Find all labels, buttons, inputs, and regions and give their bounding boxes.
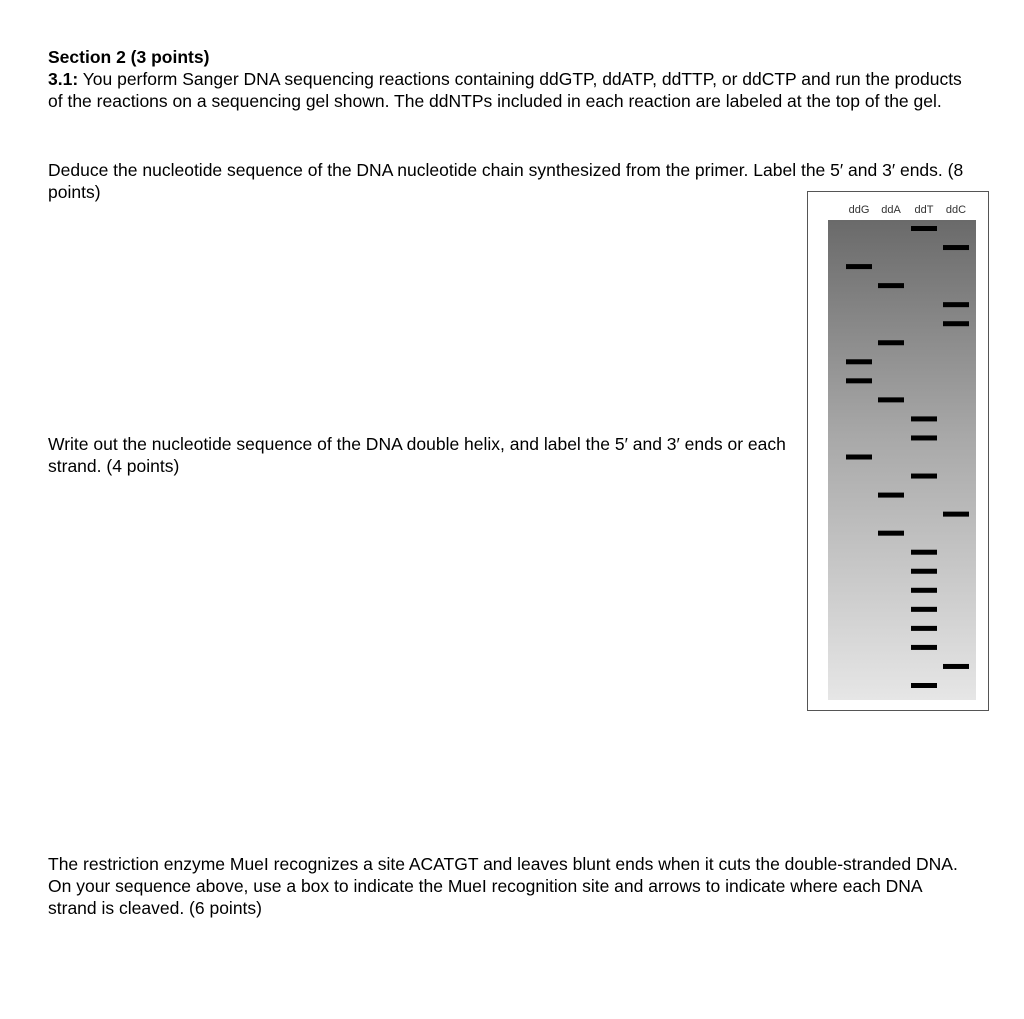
gel-band-T [911,550,937,555]
gel-band-T [911,607,937,612]
question-3-1-text: You perform Sanger DNA sequencing reactions containing ddGTP, ddATP, ddTTP, or ddCTP and run the products of the reactions on a sequencing gel shown. The ddNTPs included in each reaction are labeled at the top of the gel. [48,69,962,111]
gel-band-T [911,474,937,479]
question-restriction-enzyme-text: The restriction enzyme MueI recognizes a site ACATGT and leaves blunt ends when it cuts the double-stranded DNA. On your sequence above, use a box to indicate the MueI recognition site and arrows to indicate where each DNA strand is cleaved. (6 points) [48,854,958,918]
question-double-helix-text: Write out the nucleotide sequence of the DNA double helix, and label the 5′ and 3′ ends or each strand. (4 points) [48,434,786,476]
lane-label-ddc: ddC [945,204,967,216]
lane-label-ddt: ddT [914,204,934,216]
question-number: 3.1: [48,69,79,89]
gel-band-C [943,512,969,517]
gel-band-T [911,683,937,688]
gel-band-C [943,664,969,669]
gel-band-A [878,531,904,536]
sequencing-gel-figure [807,191,989,711]
gel-band-G [846,378,872,383]
question-3-1 [48,68,968,112]
gel-band-G [846,455,872,460]
gel-band-A [878,283,904,288]
gel-band-C [943,321,969,326]
question-restriction-enzyme [48,853,968,919]
gel-band-T [911,435,937,440]
gel-band-A [878,397,904,402]
lane-label-ddg: ddG [848,204,870,216]
gel-band-G [846,359,872,364]
gel-band-C [943,245,969,250]
question-double-helix [48,433,788,477]
lane-label-dda: ddA [881,204,901,216]
gel-band-A [878,493,904,498]
sequencing-gel [808,192,988,710]
gel-body [828,220,976,700]
question-deduce-sequence-text: Deduce the nucleotide sequence of the DNA nucleotide chain synthesized from the primer. Label the 5′ and 3′ ends. (8 points) [48,160,964,202]
gel-band-T [911,569,937,574]
gel-band-T [911,588,937,593]
gel-band-G [846,264,872,269]
gel-band-T [911,645,937,650]
gel-band-A [878,340,904,345]
gel-band-T [911,416,937,421]
gel-band-T [911,226,937,231]
section-heading [48,46,209,68]
section-heading-text: Section 2 (3 points) [48,47,210,67]
gel-band-C [943,302,969,307]
gel-band-T [911,626,937,631]
